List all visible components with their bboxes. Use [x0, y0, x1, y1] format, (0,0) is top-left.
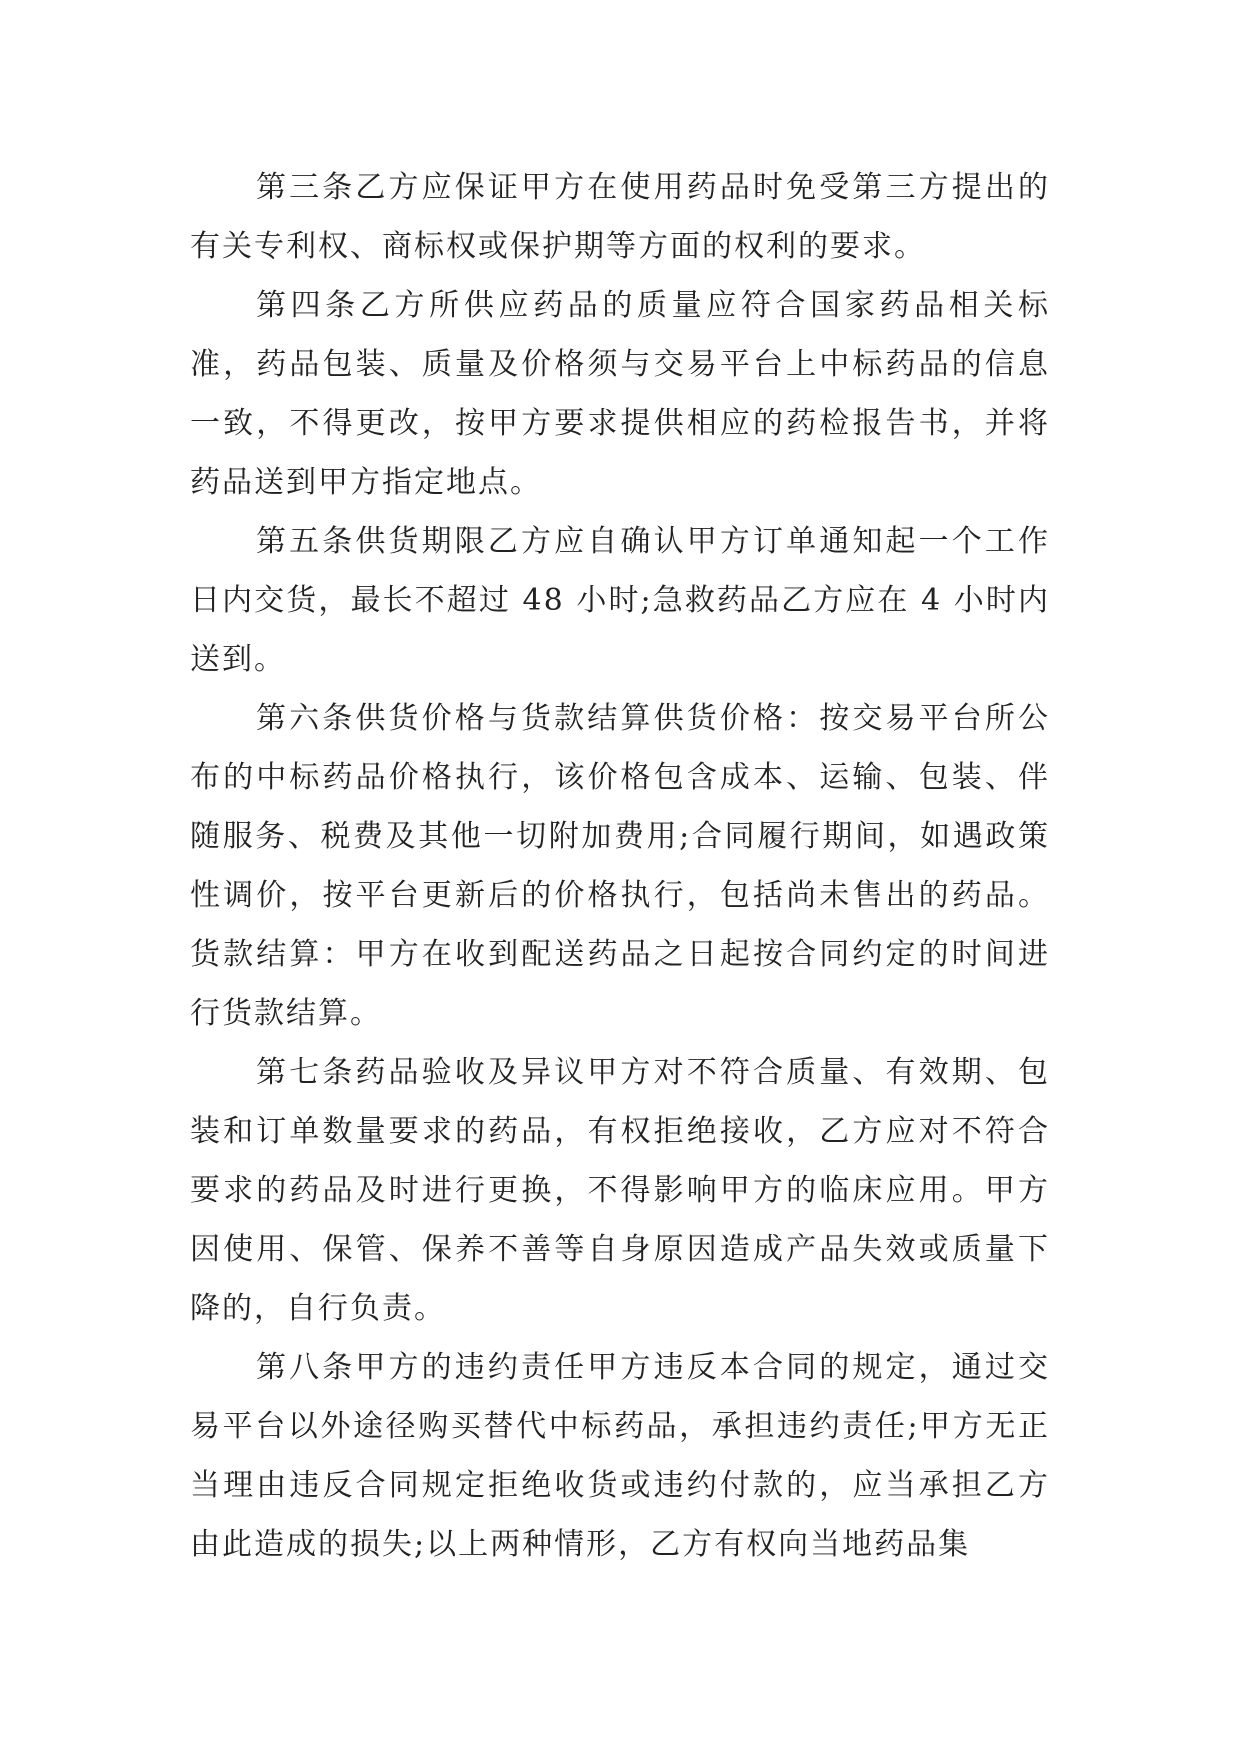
paragraph-article-8: 第八条甲方的违约责任甲方违反本合同的规定，通过交易平台以外途径购买替代中标药品，承担违约责任;甲方无正当理由违反合同规定拒绝收货或违约付款的，应当承担乙方由此造成的损失;以上两种情形，乙方有权向当地药品集	[190, 1350, 1050, 1562]
paragraph-article-4: 第四条乙方所供应药品的质量应符合国家药品相关标准，药品包装、质量及价格须与交易平台上中标药品的信息一致，不得更改，按甲方要求提供相应的药检报告书，并将药品送到甲方指定地点。	[190, 288, 1050, 500]
paragraph-article-3: 第三条乙方应保证甲方在使用药品时免受第三方提出的有关专利权、商标权或保护期等方面的权利的要求。	[190, 170, 1050, 264]
paragraph-article-6: 第六条供货价格与货款结算供货价格：按交易平台所公布的中标药品价格执行，该价格包含成本、运输、包装、伴随服务、税费及其他一切附加费用;合同履行期间，如遇政策性调价，按平台更新后的价格执行，包括尚未售出的药品。货款结算：甲方在收到配送药品之日起按合同约定的时间进行货款结算。	[190, 701, 1050, 1031]
paragraph-article-5: 第五条供货期限乙方应自确认甲方订单通知起一个工作日内交货，最长不超过 48 小时;急救药品乙方应在 4 小时内送到。	[190, 524, 1050, 677]
paragraph-article-7: 第七条药品验收及异议甲方对不符合质量、有效期、包装和订单数量要求的药品，有权拒绝接收，乙方应对不符合要求的药品及时进行更换，不得影响甲方的临床应用。甲方因使用、保管、保养不善等自身原因造成产品失效或质量下降的，自行负责。	[190, 1055, 1050, 1326]
document-body	[190, 158, 1050, 1574]
